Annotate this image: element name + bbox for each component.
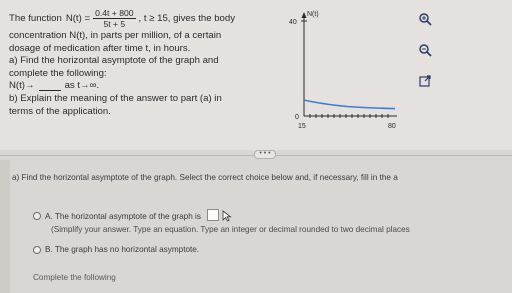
zoom-in-icon[interactable]	[416, 10, 434, 28]
graph-svg	[277, 4, 407, 134]
y-min-tick-label: 0	[295, 114, 299, 121]
option-a-label: A. The horizontal asymptote of the graph is	[45, 211, 201, 221]
part-a-line-1: a) Find the horizontal asymptote of the graph and	[9, 55, 219, 67]
problem-line-2: concentration N(t), in parts per million, of a certain	[9, 30, 222, 41]
fraction-numerator: 0.4t + 800	[95, 8, 134, 18]
option-b-radio[interactable]	[33, 246, 41, 254]
function-graph	[277, 4, 407, 134]
problem-line-3: dosage of medication after time t, in hours.	[9, 42, 191, 54]
cursor-icon	[222, 210, 232, 222]
function-domain: , t ≥ 15, gives the body	[138, 12, 236, 24]
fraction-denominator: 5t + 5	[103, 19, 126, 29]
question-text: a) Find the horizontal asymptote of the graph. Select the correct choice below and, if necessary, fill in the a	[12, 173, 398, 182]
part-a-line-2: complete the following:	[9, 67, 107, 79]
limit-lhs: N(t)→	[9, 80, 35, 92]
part-b-line-1: b) Explain the meaning of the answer to part (a) in	[9, 92, 222, 104]
y-axis-label: N(t)	[307, 11, 319, 18]
curve-line	[304, 100, 395, 109]
footer-instruction: Complete the following	[33, 273, 116, 282]
option-a-radio[interactable]	[33, 212, 41, 220]
limit-statement	[9, 80, 277, 92]
option-b-label: B. The graph has no horizontal asymptote.	[45, 245, 200, 254]
problem-statement	[9, 8, 277, 117]
question-area	[0, 160, 512, 293]
limit-blank	[39, 82, 61, 91]
function-lhs: N(t) =	[65, 12, 91, 24]
zoom-out-icon[interactable]	[416, 41, 434, 59]
y-max-tick-label: 40	[289, 19, 297, 26]
option-a-hint: (Simplify your answer. Type an equation. Type an integer or decimal rounded to two decimal places	[51, 225, 410, 234]
x-max-tick-label: 80	[388, 123, 396, 130]
x-min-tick-label: 15	[298, 123, 306, 130]
popout-icon[interactable]	[416, 72, 434, 90]
option-b[interactable]	[33, 245, 199, 254]
intro-prefix: The function	[9, 12, 62, 24]
option-a[interactable]	[33, 210, 232, 222]
problem-line-1	[9, 8, 277, 29]
limit-rhs: as t→∞.	[64, 80, 100, 92]
y-axis-arrow	[302, 12, 307, 18]
expand-more-button[interactable]: • • •	[254, 150, 276, 159]
graph-toolbar	[416, 10, 436, 103]
asymptote-answer-input[interactable]	[207, 209, 219, 221]
part-b-line-2: terms of the application.	[9, 105, 111, 117]
function-fraction	[93, 8, 135, 29]
